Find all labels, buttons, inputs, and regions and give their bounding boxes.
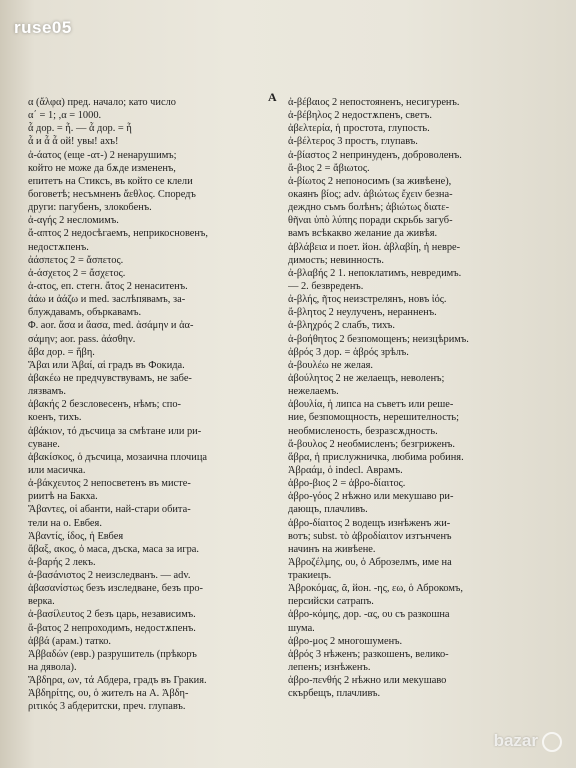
- dictionary-line: шума.: [288, 622, 315, 634]
- dictionary-line: тели на о. Евбея.: [28, 517, 102, 529]
- dictionary-line: ἁβρο-πενθής 2 нѣжно или мекушаво: [288, 675, 447, 687]
- dictionary-line: ἀ-βέβηλος 2 недостѫпенъ, светъ.: [288, 110, 433, 122]
- dictionary-line: ἀβασανίστως безъ изследване, безъ про-: [28, 583, 203, 595]
- dictionary-line: — 2. безвреденъ.: [288, 280, 364, 292]
- dictionary-line: ἄ-βουλος 2 необмисленъ; безгриженъ.: [288, 438, 455, 450]
- dictionary-line: дающъ, плачливъ.: [288, 504, 368, 516]
- dictionary-line: ἀ-βλαβής 2 1. непоклатимъ, невредимъ.: [288, 267, 462, 279]
- site-logo: ruse05: [14, 18, 72, 37]
- dictionary-line: димость; невинность.: [288, 254, 384, 266]
- dictionary-line: деждно съмъ болѣнъ; ἀβιώτως διατε-: [288, 202, 450, 214]
- dictionary-line: ἄ-βατος 2 непроходимъ, недостѫпенъ.: [28, 622, 196, 634]
- dictionary-line: боговетѣ; несъмненъ ἄεθλος. Споредъ: [28, 188, 196, 200]
- dictionary-line: ἀ-άσχετος 2 = ἄσχετος.: [28, 267, 126, 279]
- dictionary-line: ἁβρο-μος 2 многошуменъ.: [288, 635, 403, 647]
- dictionary-line: ἀ-βλής, ῆτος нeизстрелянъ, новъ ἰός.: [288, 294, 447, 306]
- dictionary-line: ἁβρο-δίαιτος 2 водещъ изнѣженъ жи-: [288, 517, 451, 529]
- dictionary-line: ἀβρός 3 дор. = ἁβρός зрѣлъ.: [288, 346, 409, 358]
- dictionary-line: вотъ; subst. τὸ ἁβροδίαιτον изтънченъ: [288, 530, 452, 542]
- dictionary-line: Ἀβροζέλμης, ου, ὁ Аброзелмъ, име на: [288, 556, 452, 568]
- dictionary-line: Ἀββαδών (евр.) разрушитель (прѣкоръ: [28, 648, 197, 660]
- dictionary-line: скърбещъ, плачливъ.: [288, 688, 381, 700]
- dictionary-line: σάμην; aor. pass. ἀάσθην.: [28, 333, 136, 345]
- dictionary-line: Ἀβροκόμας, ᾶ, йон. -ης, εω, ὁ Аброкомъ,: [288, 583, 463, 595]
- dictionary-line: ἀββά (арам.) татко.: [28, 635, 112, 647]
- dictionary-line: ἆ дор. = ἦ. — ἆ дор. = ἦ: [28, 123, 132, 135]
- dictionary-line: ἀ-βουλέω не желая.: [288, 359, 373, 371]
- dictionary-line: тракиецъ.: [288, 570, 332, 582]
- dictionary-line: недостѫпенъ.: [28, 241, 89, 253]
- letter-heading: A: [268, 90, 277, 104]
- dictionary-line: ἀβουλία, ἡ липса на съветъ или реше-: [288, 399, 454, 411]
- dictionary-line: вамъ всѣкакво желание да живѣя.: [288, 228, 438, 240]
- dictionary-line: Ἀβδηρίτης, ου, ὁ жителъ на А. Ἀβδη-: [28, 688, 189, 700]
- dictionary-line: ἀάσπετος 2 = ἄσπετος.: [28, 254, 124, 266]
- dictionary-line: ἁβρο-γόος 2 нѣжно или мекушаво ри-: [288, 491, 454, 503]
- dictionary-line: Ἀβραάμ, ὁ indecl. Аврамъ.: [288, 464, 403, 476]
- dictionary-line: ἄ-βιος 2 = ἄβιωτος.: [288, 162, 370, 174]
- dictionary-line: ἀ-ατος, еп. стегн. ἄτος 2 ненаситенъ.: [28, 280, 188, 292]
- dictionary-line: ἀ-βασάνιστος 2 неизследванъ. — adv.: [28, 570, 191, 582]
- left-column: [28, 96, 272, 714]
- dictionary-line: други: пагубенъ, злокобенъ.: [28, 202, 152, 214]
- dictionary-line: ἀβακής 2 безсловесенъ, нѣмъ; спо-: [28, 399, 181, 411]
- dictionary-line: ἀ-αγής 2 несломимъ.: [28, 215, 119, 227]
- dictionary-line: ἁβρός 3 нѣженъ; разкошенъ, велико-: [288, 648, 449, 660]
- dictionary-line: необмисленость, безразсѫдность.: [288, 425, 438, 437]
- dictionary-line: ἀ-βοήθητος 2 безпомощенъ; неизцѣримъ.: [288, 333, 469, 345]
- dictionary-line: ἀ-βασίλευτος 2 безъ царь, независимъ.: [28, 609, 196, 621]
- dictionary-line: ἄβα дор. = ἥβη.: [28, 346, 95, 358]
- dictionary-line: ἀβούλητος 2 не желаещъ, неволенъ;: [288, 372, 445, 384]
- dictionary-line: блуждавамъ, объркавамъ.: [28, 307, 142, 319]
- dictionary-line: нежелаeмъ.: [288, 386, 339, 398]
- dictionary-line: ἀ-βαρής 2 лекъ.: [28, 556, 96, 568]
- dictionary-line: ἀ-βάκχευτος 2 непосветенъ въ мисте-: [28, 478, 191, 490]
- dictionary-line: ἅβρα, ἡ прислужничка, любима робиня.: [288, 451, 464, 463]
- dictionary-line: ἀάω и ἀάζω и med. заслѣпявамъ, за-: [28, 294, 186, 306]
- dictionary-line: ἀ-βληχρός 2 слабъ, тихъ.: [288, 320, 395, 332]
- dictionary-line: верка.: [28, 596, 55, 608]
- dictionary-line: окаянъ βίος; adv. ἀβιώτως ἔχειν безна-: [288, 188, 453, 200]
- dictionary-line: ἀ-βέλτερος 3 простъ, глупавъ.: [288, 136, 418, 148]
- dictionary-line: начинъ на живѣене.: [288, 543, 376, 555]
- dictionary-line: риитѣ на Бакха.: [28, 491, 98, 503]
- dictionary-line: ἀβακίσκος, ὁ дъсчица, мозаична плочица: [28, 451, 208, 463]
- dictionary-line: ἄ-απτος 2 недосѣгаемъ, неприкосновенъ,: [28, 228, 208, 240]
- dictionary-line: θῆναι ὑπὸ λύπης поради скрьбь загуб-: [288, 215, 453, 227]
- dictionary-line: ἄβαξ, ακος, ὁ маса, дъска, маса за игра.: [28, 543, 199, 555]
- dictionary-line: лязвамъ.: [28, 386, 66, 398]
- dictionary-line: ἀ-βίαστος 2 непринуденъ, доброволенъ.: [288, 149, 462, 161]
- dictionary-line: суване.: [28, 438, 60, 450]
- watermark-logo-icon: [542, 732, 562, 752]
- dictionary-line: Ἀβαντίς, ίδος, ἡ Евбея: [28, 530, 124, 542]
- dictionary-line: ἀβάκιον, τό дъсчица за смѣтане или ри-: [28, 425, 202, 437]
- dictionary-line: епитетъ на Стиксъ, въ който се клели: [28, 175, 193, 187]
- bazar-watermark: [494, 731, 562, 752]
- dictionary-line: ἆ и ἆ ἆ ой! увы! ахъ!: [28, 136, 119, 148]
- watermark-text: bazar: [493, 731, 538, 751]
- dictionary-line: Ἄβαι или Ἀβαί, αἱ градъ въ Фокида.: [28, 359, 185, 371]
- dictionary-line: Ἄβαντες, οἱ абанти, най-стари обита-: [28, 504, 191, 516]
- dictionary-line: персийски сатрапъ.: [288, 596, 374, 608]
- dictionary-line: ἄ-βλητος 2 неулученъ, неранненъ.: [288, 307, 437, 319]
- dictionary-line: ἀ-άατος (еще -ατ-) 2 ненарушимъ;: [28, 149, 177, 161]
- dictionary-line: лепенъ; изнѣженъ.: [288, 662, 371, 674]
- dictionary-line: на дявола).: [28, 662, 77, 674]
- dictionary-line: ἀβλάβεια и поет. йон. ἀβλαβίη, ἡ невре-: [288, 241, 461, 253]
- dictionary-line: ἀβακέω не предчувствувамъ, не забе-: [28, 372, 192, 384]
- dictionary-line: коенъ, тихъ.: [28, 412, 82, 424]
- dictionary-line: ἀ-βέβαιος 2 непостояненъ, несигуренъ.: [288, 97, 460, 108]
- dictionary-line: ние, безпомощность, нерешителность;: [288, 412, 460, 424]
- right-column: [288, 96, 544, 700]
- dictionary-line: Φ. aor. ἄσα и ἄασα, med. ἀσάμην и ἀα-: [28, 320, 194, 332]
- dictionary-line: α΄ = 1; ,α = 1000.: [28, 110, 102, 122]
- dictionary-line: или масичка.: [28, 464, 86, 476]
- dictionary-line: който не може да бѫде измененъ,: [28, 162, 176, 174]
- dictionary-line: α (ἄλφα) пред. начало; като число: [28, 97, 176, 108]
- dictionary-line: ριτικός 3 абдеритски, преч. глупавъ.: [28, 701, 186, 713]
- dictionary-line: ἀ-βίωτος 2 непоносимъ (за живѣене),: [288, 175, 452, 187]
- dictionary-line: Ἄβδηρα, ων, τά Абдера, градъ въ Гракия.: [28, 675, 207, 687]
- dictionary-line: ἁβρο-βιος 2 = ἁβρο-δίαιτος.: [288, 478, 406, 490]
- dictionary-line: ἀβελτερία, ἡ простота, глупость.: [288, 123, 430, 135]
- dictionary-line: ἁβρο-κόμης, дор. -ας, ου съ разкошна: [288, 609, 450, 621]
